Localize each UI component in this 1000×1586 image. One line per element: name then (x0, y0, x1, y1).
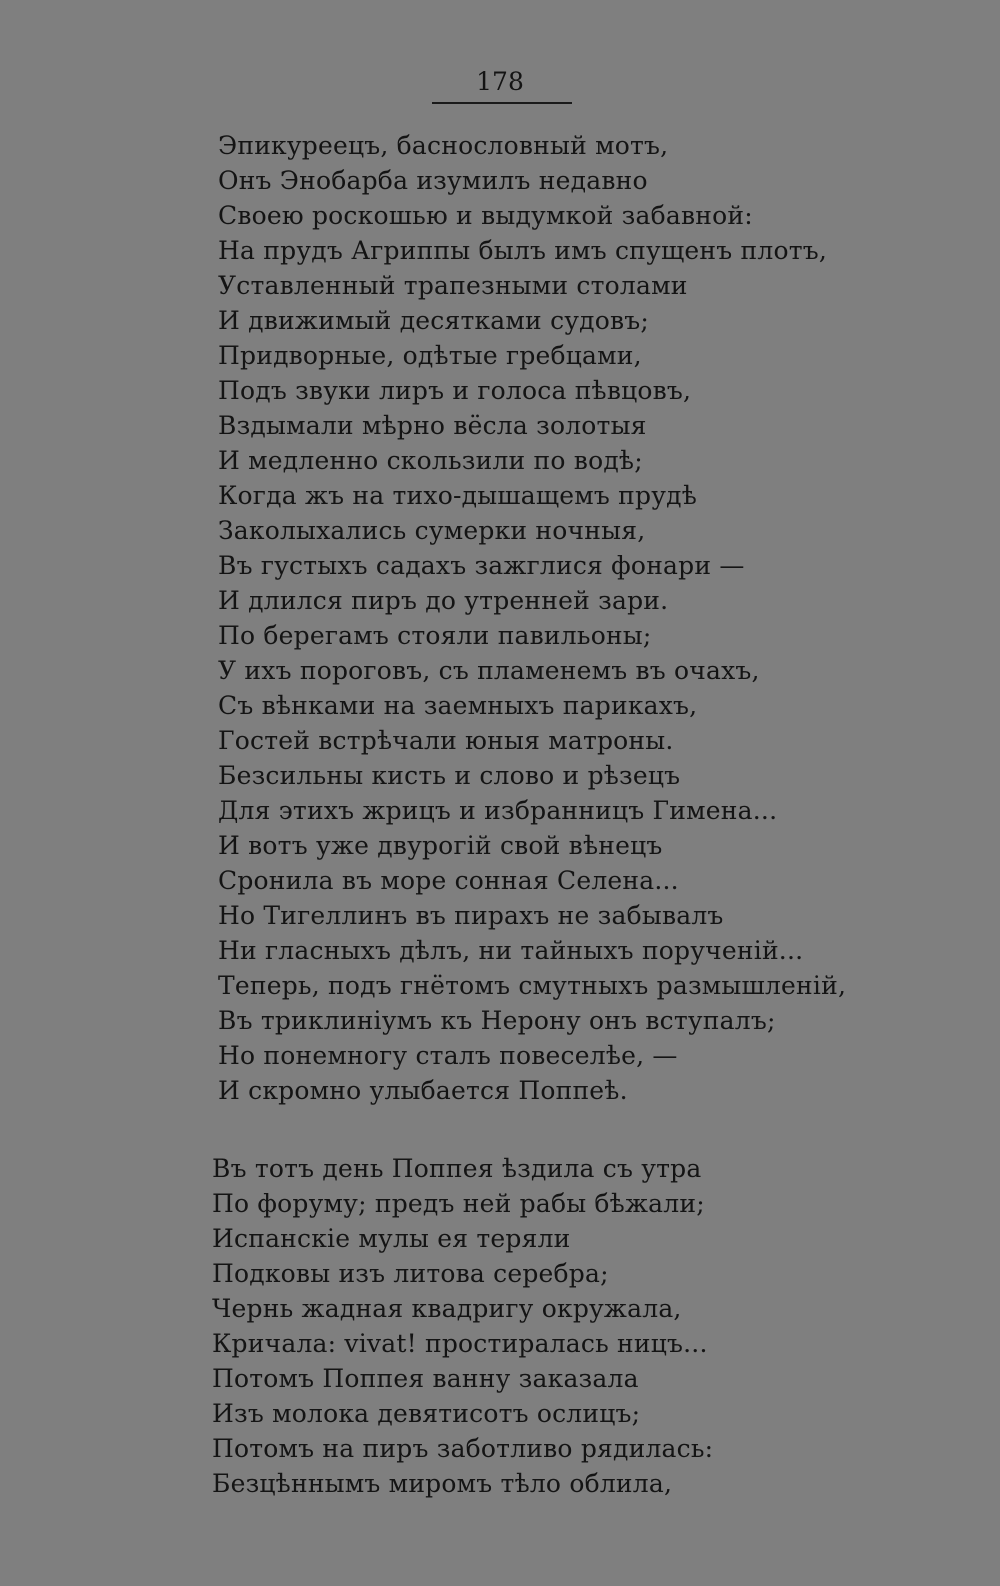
header-rule (432, 102, 572, 104)
verse-line: Придворные, одѣтые гребцами, (218, 341, 642, 370)
verse-line: Вздымали мѣрно вёсла золотыя (218, 411, 647, 440)
verse-line: Изъ молока девятисотъ ослицъ; (212, 1399, 641, 1428)
verse-line: Испанскіе мулы ея теряли (212, 1224, 571, 1253)
verse-line: Подъ звуки лиръ и голоса пѣвцовъ, (218, 376, 692, 405)
verse-line: И скромно улыбается Поппеѣ. (218, 1076, 628, 1105)
verse-line: Въ густыхъ садахъ зажглися фонари — (218, 551, 745, 580)
verse-line: По берегамъ стояли павильоны; (218, 621, 652, 650)
verse-line: И вотъ уже двурогій свой вѣнецъ (218, 831, 663, 860)
verse-line: Ни гласныхъ дѣлъ, ни тайныхъ порученій... (218, 936, 804, 965)
verse-line: По форуму; предъ ней рабы бѣжали; (212, 1189, 705, 1218)
verse-line: Теперь, подъ гнётомъ смутныхъ размышленій, (218, 971, 847, 1000)
verse-line: Но понемногу сталъ повеселѣе, — (218, 1041, 678, 1070)
verse-line: И длился пиръ до утренней зари. (218, 586, 669, 615)
verse-line: У ихъ пороговъ, съ пламенемъ въ очахъ, (218, 656, 760, 685)
verse-line: И медленно скользили по водѣ; (218, 446, 643, 475)
verse-line: Въ триклиніумъ къ Нерону онъ вступалъ; (218, 1006, 776, 1035)
verse-line: Уставленный трапезными столами (218, 271, 688, 300)
verse-line: Безцѣннымъ миромъ тѣло облила, (212, 1469, 673, 1498)
verse-line: На прудъ Агриппы былъ имъ спущенъ плотъ, (218, 236, 827, 265)
verse-line: Потомъ на пиръ заботливо рядилась: (212, 1434, 714, 1463)
stanza-2 (212, 1151, 713, 1501)
verse-line: Для этихъ жрицъ и избранницъ Гимена... (218, 796, 778, 825)
verse-line: Кричала: vivat! простиралась ницъ... (212, 1329, 708, 1358)
verse-line: Подковы изъ литова серебра; (212, 1259, 609, 1288)
verse-line: Онъ Энобарба изумилъ недавно (218, 166, 648, 195)
verse-line: Чернь жадная квадригу окружала, (212, 1294, 682, 1323)
page-number: 178 (476, 67, 524, 96)
verse-line: Когда жъ на тихо-дышащемъ прудѣ (218, 481, 698, 510)
verse-line: И движимый десятками судовъ; (218, 306, 650, 335)
verse-line: Съ вѣнками на заемныхъ парикахъ, (218, 691, 698, 720)
stanza-1 (218, 128, 846, 1108)
verse-line: Заколыхались сумерки ночныя, (218, 516, 646, 545)
verse-line: Сронила въ море сонная Селена... (218, 866, 679, 895)
verse-line: Безсильны кисть и слово и рѣзецъ (218, 761, 681, 790)
verse-line: Въ тотъ день Поппея ѣздила съ утра (212, 1154, 702, 1183)
verse-line: Потомъ Поппея ванну заказала (212, 1364, 639, 1393)
verse-line: Своею роскошью и выдумкой забавной: (218, 201, 753, 230)
verse-line: Гостей встрѣчали юныя матроны. (218, 726, 674, 755)
verse-line: Но Тигеллинъ въ пирахъ не забывалъ (218, 901, 724, 930)
verse-line: Эпикуреецъ, баснословный мотъ, (218, 131, 669, 160)
